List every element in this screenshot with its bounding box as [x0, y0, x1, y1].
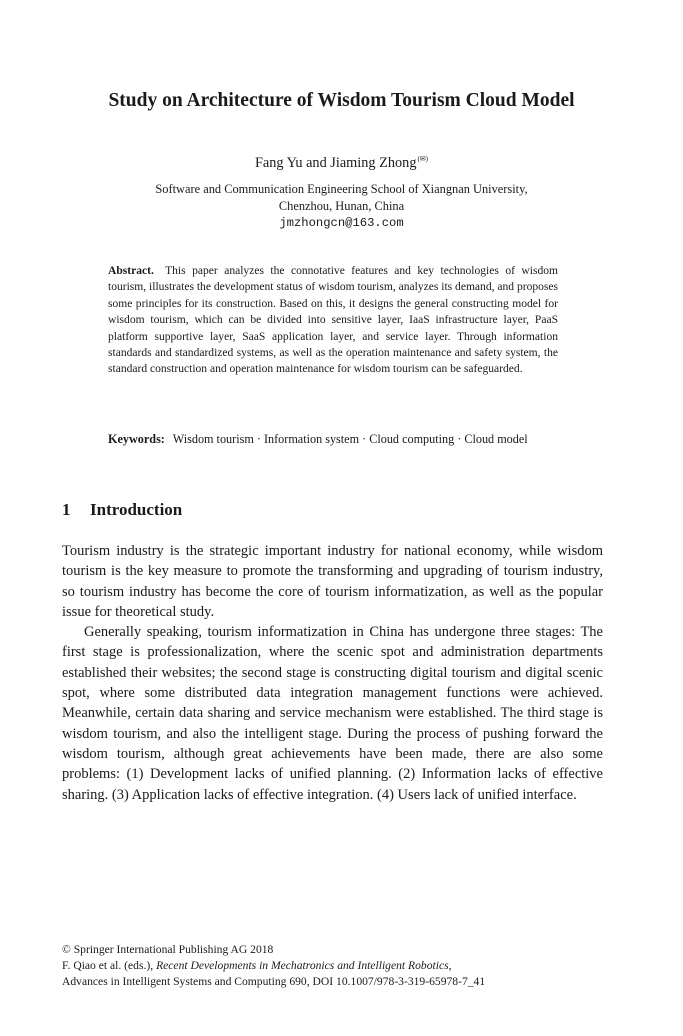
affiliation-block: [0, 181, 683, 232]
book-title-suffix: ,: [448, 959, 452, 973]
section-title: Introduction: [90, 500, 183, 519]
body-paragraph-1: Tourism industry is the strategic important industry for national economy, while wisdom tourism is the key measure to promote the transforming and upgrading of tourism industry, so tourism industry has become the core of tourism informatization, as well as the popular issue for theoretical study.: [62, 543, 603, 620]
book-title: Recent Developments in Mechatronics and Intelligent Robotics: [156, 959, 449, 973]
section-number: 1: [62, 500, 71, 519]
editors: F. Qiao et al. (eds.),: [62, 959, 154, 973]
author-names: Fang Yu and Jiaming Zhong: [254, 155, 417, 171]
author-email: jmzhongcn@163.com: [279, 216, 404, 230]
section-body: [62, 541, 603, 805]
keywords: [108, 431, 558, 448]
citation-line: [62, 958, 622, 974]
abstract-text: This paper analyzes the connotative features and key technologies of wisdom tourism, illustrates the development status of wisdom tourism, analyzes its demand, and proposes some principles for its construction. Based on this, it designs the general constructing model for wisdom tourism, which can be divided into sensitive layer, IaaS infrastructure layer, PaaS platform supportive layer, SaaS application layer, and service layer. Through information standards and standardized systems, as well as the operation maintenance and safety system, the standard construction and operation maintenance for wisdom tourism can be safeguarded.: [108, 265, 558, 376]
corresponding-author-mark: (✉): [417, 155, 429, 163]
abstract-label: Abstract.: [108, 265, 154, 277]
body-paragraph-2: Generally speaking, tourism informatization in China has undergone three stages: The first stage is professionalization, where the scenic spot and administration departments established their websites; the second stage is constructing digital tourism and digital scenic spot, where some distributed data integration management functions were achieved. Meanwhile, certain data sharing and service mechanism were established. The third stage is wisdom tourism, and also the intelligent stage. During the process of pushing forward the wisdom tourism, although great achievements have been made, there are also some problems: (1) Development lacks of unified planning. (2) Information lacks of effective sharing. (3) Application lacks of effective integration. (4) Users lack of unified interface.: [62, 624, 603, 803]
abstract: [108, 263, 558, 378]
keywords-text: Wisdom tourism · Information system · Cloud computing · Cloud model: [172, 432, 528, 446]
section-heading: [62, 499, 182, 521]
paper-title: Study on Architecture of Wisdom Tourism Cloud Model: [108, 90, 575, 111]
author-line: [0, 150, 683, 172]
affiliation-line-2: Chenzhou, Hunan, China: [278, 199, 405, 213]
keywords-label: Keywords:: [108, 432, 165, 446]
series-line: Advances in Intelligent Systems and Computing 690, DOI 10.1007/978-3-319-65978-7_41: [62, 975, 486, 989]
publication-footer: [62, 942, 622, 991]
copyright-line: © Springer International Publishing AG 2018: [62, 943, 274, 956]
affiliation-line-1: Software and Communication Engineering School of Xiangnan University,: [155, 182, 528, 196]
